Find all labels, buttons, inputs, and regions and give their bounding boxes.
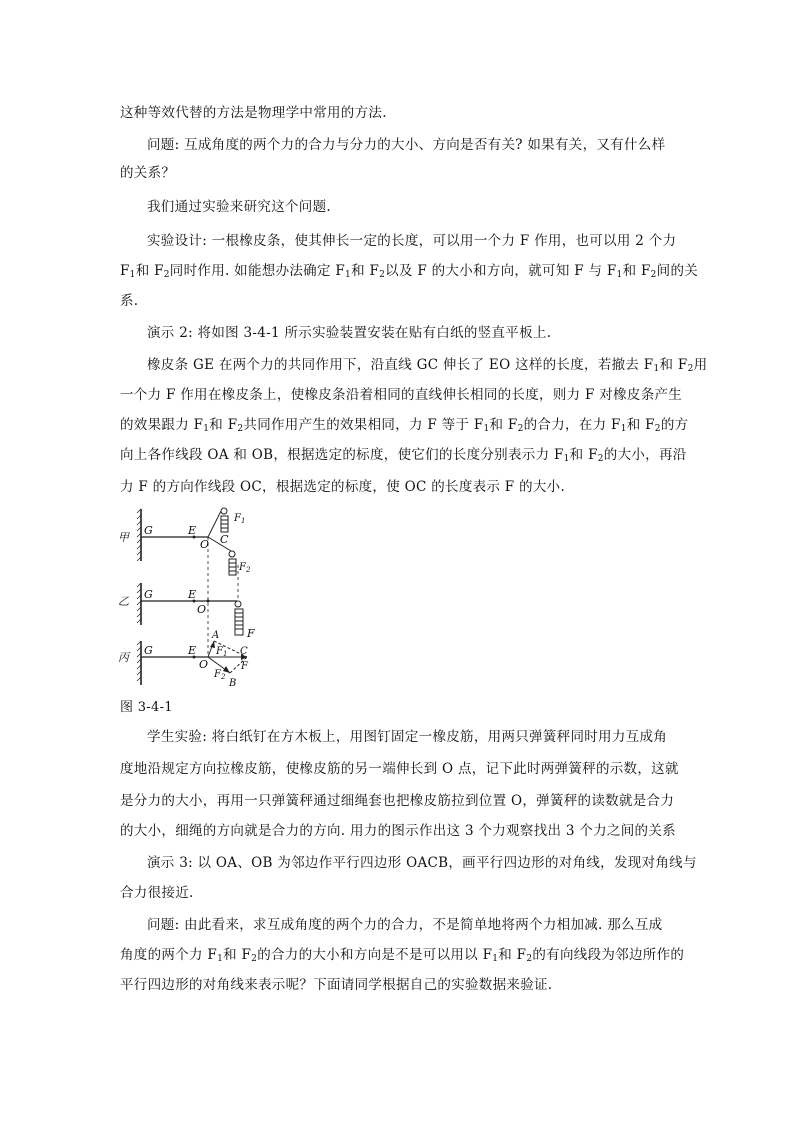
text-line: 我们通过实验来研究这个问题. [147, 199, 331, 215]
text-line: 一个力 F 作用在橡皮条上，使橡皮条沿着相同的直线伸长相同的长度，则力 F 对橡皮条产生 [120, 387, 683, 403]
label-c: C [240, 646, 248, 657]
text-line: 合力很接近. [120, 885, 194, 901]
text-line: 实验设计: 一根橡皮条，使其伸长一定的长度，可以用一个力 F 作用，也可以用 2 个力 [147, 233, 677, 249]
row-label-bing: 丙 [118, 651, 129, 664]
text-line: 这种等效代替的方法是物理学中常用的方法. [120, 105, 387, 121]
text-line: 橡皮条 GE 在两个力的共同作用下，沿直线 GC 伸长了 EO 这样的长度，若撤去 $F_1$和 $F_2$用 [147, 357, 708, 374]
label-f1: $F_1$ [234, 513, 246, 525]
label-c: C [220, 533, 229, 546]
label-g: G [144, 524, 153, 537]
row-label-yi: 乙 [118, 595, 129, 608]
text-line: 学生实验: 将白纸钉在方木板上，用图钉固定一橡皮筋，用两只弹簧秤同时用力互成角 [147, 729, 668, 745]
label-f: F [241, 661, 248, 672]
label-f2: $F_2$ [239, 562, 251, 574]
text-line: 演示 2: 将如图 3-4-1 所示实验装置安装在贴有白纸的竖直平板上. [147, 325, 552, 341]
text-line: 力 F 的方向作线段 OC，根据选定的标度，使 OC 的长度表示 F 的大小. [120, 479, 566, 495]
text-line: 平行四边形的对角线来表示呢？下面请同学根据自己的实验数据来验证. [120, 977, 553, 993]
text-line: 系. [120, 293, 139, 309]
text-line: 是分力的大小，再用一只弹簧秤通过细绳套也把橡皮筋拉到位置 O，弹簧秤的读数就是合力 [120, 793, 675, 809]
row-label-jia: 甲 [118, 531, 129, 544]
text-line: 问题: 互成角度的两个力的合力与分力的大小、方向是否有关? 如果有关，又有什么样 [147, 137, 666, 153]
text-line: 的效果跟力 $F_1$和 $F_2$共同作用产生的效果相同，力 F 等于 $F_1$和 $F_2$的合力，在力 $F_1$和 $F_2$的方 [120, 417, 689, 434]
experiment-figure [114, 505, 274, 690]
label-e: E [188, 588, 197, 601]
text-line: 的大小，细绳的方向就是合力的方向. 用力的图示作出这 3 个力观察找出 3 个力之间的关系 [120, 823, 676, 839]
text-line: 问题: 由此看来，求互成角度的两个力的合力，不是简单地将两个力相加减. 那么互成 [147, 917, 663, 933]
label-g: G [144, 644, 153, 657]
label-o: O [197, 603, 207, 616]
label-a: A [212, 630, 220, 641]
label-b: B [229, 678, 237, 689]
text-line: 演示 3: 以 OA、OB 为邻边作平行四边形 OACB，画平行四边形的对角线，发现对角线与 [147, 855, 697, 871]
text-line: 的关系？ [120, 165, 176, 181]
label-f1: $F_1$ [216, 646, 228, 658]
text-line: $F_1$和 $F_2$同时作用. 如能想办法确定 $F_1$和 $F_2$以及 F 的大小和方向，就可知 F 与 $F_1$和 $F_2$间的关 [120, 263, 699, 280]
label-e: E [188, 644, 197, 657]
label-f: F [247, 627, 255, 640]
label-e: E [188, 524, 197, 537]
label-g: G [144, 588, 153, 601]
label-f2: $F_2$ [214, 669, 226, 681]
label-o: O [200, 538, 210, 551]
text-line: 角度的两个力 $F_1$和 $F_2$的合力的大小和方向是不是可以用以 $F_1$和 $F_2$的有向线段为邻边所作的 [120, 947, 685, 964]
figure-caption: 图 3-4-1 [120, 700, 173, 715]
text-line: 向上各作线段 OA 和 OB，根据选定的标度，使它们的长度分别表示力 $F_1$和 $F_2$的大小，再沿 [120, 447, 687, 464]
text-line: 度地沿规定方向拉橡皮筋，使橡皮筋的另一端伸长到 O 点，记下此时两弹簧秤的示数，这就 [120, 761, 679, 777]
label-o: O [199, 658, 209, 671]
